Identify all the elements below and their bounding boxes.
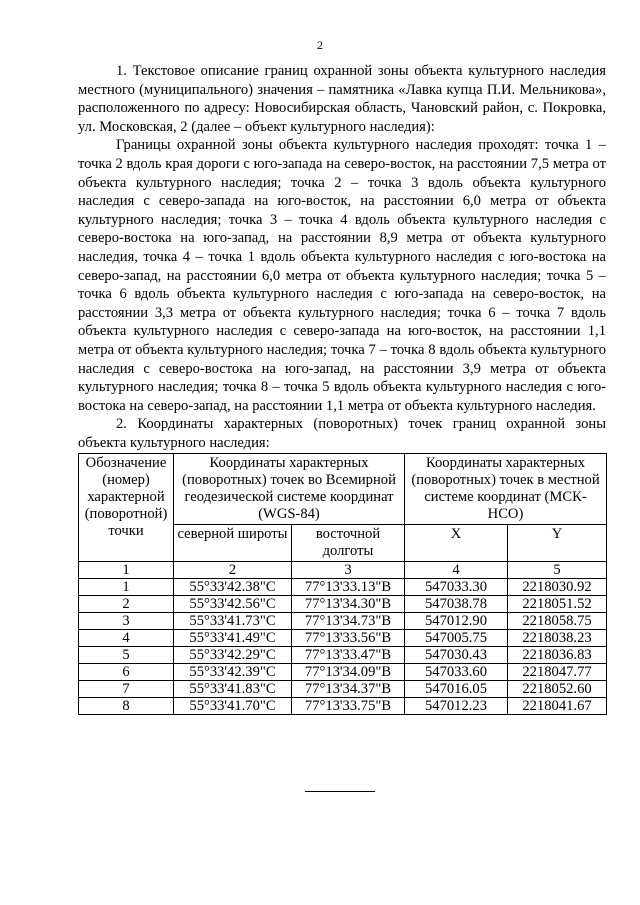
section-1-body: Границы охранной зоны объекта культурного наследия проходят: точка 1 – точка 2 вдоль края дороги с юго-запада на северо-восток, на расстоянии 7,5 метра от объекта культурного наследия; точка 2 – точка 3 вдоль объекта культурного наследия с северо-запада на юго-восток, на расстоянии 6,0 метра от объекта культурного наследия; точка 3 – точка 4 вдоль объекта культурного наследия с северо-востока на юго-запад, на расстоянии 8,9 метра от объекта культурного наследия, точка 4 – точка 1 вдоль объекта культурного наследия с юго-востока на северо-запад, на расстоянии 6,0 метра от объекта культурного наследия; точка 5 – точка 6 вдоль объекта культурного наследия с юго-запада на северо-восток, на расстоянии 3,3 метра от объекта культурного наследия; точка 6 – точка 7 вдоль объекта культурного наследия с северо-запада на юго-восток, на расстоянии 1,1 метра от объекта культурного наследия; точка 7 – точка 8 вдоль объекта культурного наследия с северо-востока на юго-запад, на расстоянии 3,9 метра от объекта культурного наследия; точка 8 – точка 5 вдоль объекта культурного наследия с юго-востока на северо-запад, на расстоянии 1,1 метра от объекта культурного наследия. xyxy=(78,137,606,414)
point-latitude: 55°33'42.38"С xyxy=(174,579,292,596)
point-x: 547016.05 xyxy=(405,681,508,698)
point-y: 2218030.92 xyxy=(508,579,607,596)
point-x: 547033.60 xyxy=(405,664,508,681)
point-latitude: 55°33'42.56"С xyxy=(174,596,292,613)
point-longitude: 77°13'33.13"В xyxy=(292,579,405,596)
point-y: 2218036.83 xyxy=(508,647,607,664)
point-x: 547033.30 xyxy=(405,579,508,596)
point-longitude: 77°13'34.30"В xyxy=(292,596,405,613)
table-row xyxy=(79,698,607,715)
page-number: 2 xyxy=(317,38,323,52)
point-y: 2218041.67 xyxy=(508,698,607,715)
table-row xyxy=(79,579,607,596)
point-latitude: 55°33'41.83"С xyxy=(174,681,292,698)
header-msk-nso: Координаты характерных (поворотных) точек в местной системе координат (МСК-НСО) xyxy=(405,454,607,525)
point-number: 5 xyxy=(79,647,174,664)
point-latitude: 55°33'41.49"С xyxy=(174,630,292,647)
section-2-heading: 2. Координаты характерных (поворотных) точек границ охранной зоны объекта культурного наследия: xyxy=(78,416,606,451)
point-longitude: 77°13'33.75"В xyxy=(292,698,405,715)
table-row xyxy=(79,613,607,630)
column-number: 3 xyxy=(292,562,405,579)
table-row xyxy=(79,681,607,698)
header-point-designation: Обозначение (номер) характерной (поворотной) точки xyxy=(79,454,174,562)
table-row xyxy=(79,647,607,664)
section-1-heading: 1. Текстовое описание границ охранной зоны объекта культурного наследия местного (муниципального) значения – памятника «Лавка купца П.И. Мельникова», расположенного по адресу: Новосибирская область, Чановский район, с. Покровка, ул. Московская, 2 (далее – объект культурного наследия): xyxy=(78,63,606,135)
point-latitude: 55°33'41.70"С xyxy=(174,698,292,715)
point-longitude: 77°13'34.73"В xyxy=(292,613,405,630)
header-wgs84: Координаты характерных (поворотных) точек во Всемирной геодезической системе координат (WGS-84) xyxy=(174,454,405,525)
subheader-latitude: северной широты xyxy=(174,525,292,562)
subheader-longitude: восточной долготы xyxy=(292,525,405,562)
column-number-row xyxy=(79,562,607,579)
footer-divider xyxy=(305,791,375,792)
point-number: 2 xyxy=(79,596,174,613)
point-x: 547012.90 xyxy=(405,613,508,630)
point-longitude: 77°13'34.37"В xyxy=(292,681,405,698)
point-x: 547005.75 xyxy=(405,630,508,647)
point-y: 2218038.23 xyxy=(508,630,607,647)
point-number: 4 xyxy=(79,630,174,647)
table-header-row xyxy=(79,454,607,525)
point-y: 2218052.60 xyxy=(508,681,607,698)
point-number: 6 xyxy=(79,664,174,681)
point-x: 547030.43 xyxy=(405,647,508,664)
table-row xyxy=(79,664,607,681)
column-number: 1 xyxy=(79,562,174,579)
point-y: 2218047.77 xyxy=(508,664,607,681)
point-latitude: 55°33'42.39"С xyxy=(174,664,292,681)
point-number: 7 xyxy=(79,681,174,698)
document-body xyxy=(78,62,606,715)
table-row xyxy=(79,630,607,647)
point-number: 3 xyxy=(79,613,174,630)
point-number: 8 xyxy=(79,698,174,715)
point-y: 2218058.75 xyxy=(508,613,607,630)
subheader-x: X xyxy=(405,525,508,562)
point-longitude: 77°13'33.56"В xyxy=(292,630,405,647)
point-longitude: 77°13'33.47"В xyxy=(292,647,405,664)
point-latitude: 55°33'42.29"С xyxy=(174,647,292,664)
coordinates-table xyxy=(78,453,607,715)
subheader-y: Y xyxy=(508,525,607,562)
point-y: 2218051.52 xyxy=(508,596,607,613)
point-latitude: 55°33'41.73"С xyxy=(174,613,292,630)
column-number: 2 xyxy=(174,562,292,579)
column-number: 5 xyxy=(508,562,607,579)
point-longitude: 77°13'34.09"В xyxy=(292,664,405,681)
point-x: 547038.78 xyxy=(405,596,508,613)
column-number: 4 xyxy=(405,562,508,579)
point-x: 547012.23 xyxy=(405,698,508,715)
point-number: 1 xyxy=(79,579,174,596)
table-row xyxy=(79,596,607,613)
